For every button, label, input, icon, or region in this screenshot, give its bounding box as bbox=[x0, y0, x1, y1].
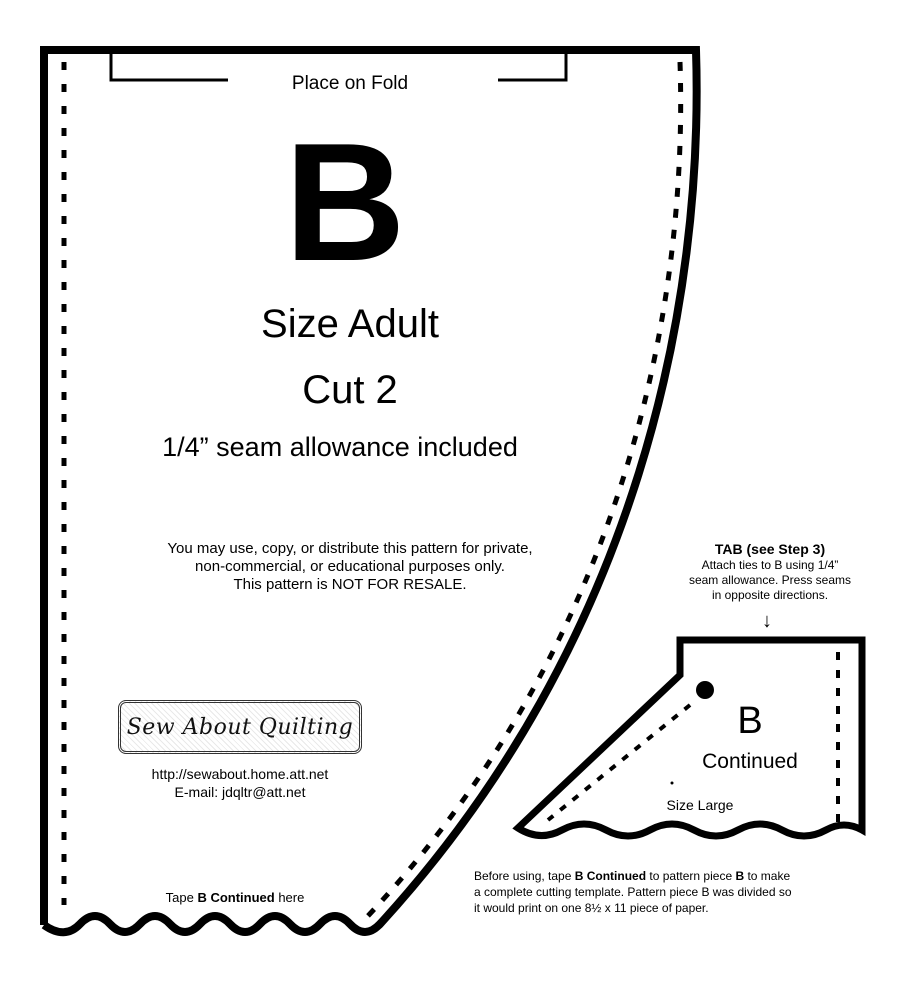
instructions-bold: B Continued bbox=[574, 869, 647, 883]
instructions-bold: B bbox=[735, 869, 745, 883]
email-address[interactable]: E-mail: jdqltr@att.net bbox=[174, 784, 306, 800]
instructions-line bbox=[474, 868, 884, 884]
license-notice bbox=[110, 540, 590, 594]
continued-size-label: Size Large bbox=[666, 797, 734, 813]
tab-description-line: seam allowance. Press seams bbox=[688, 573, 852, 587]
instructions-text: to pattern piece bbox=[646, 869, 736, 883]
tab-description bbox=[640, 558, 900, 603]
license-line: This pattern is NOT FOR RESALE. bbox=[233, 576, 467, 593]
piece-letter: B bbox=[284, 108, 404, 296]
tab-marker-dot bbox=[696, 681, 714, 699]
tab-description-line: in opposite directions. bbox=[711, 588, 829, 602]
assembly-instructions bbox=[474, 868, 884, 916]
continued-label: Continued bbox=[702, 750, 798, 773]
instructions-line: a complete cutting template. Pattern piece B was divided so bbox=[474, 885, 792, 899]
seam-allowance-note: 1/4” seam allowance included bbox=[162, 432, 518, 462]
continued-piece-letter: B bbox=[737, 700, 763, 742]
size-label: Size Adult bbox=[261, 302, 439, 346]
instructions-line: it would print on one 8½ x 11 piece of paper. bbox=[474, 901, 709, 915]
license-line: non-commercial, or educational purposes only. bbox=[195, 558, 505, 575]
arrow-down-icon: ↓ bbox=[762, 610, 772, 632]
tape-note-suffix: here bbox=[274, 890, 305, 905]
small-mark-dot bbox=[671, 782, 674, 785]
website-url[interactable]: http://sewabout.home.att.net bbox=[151, 766, 329, 782]
logo-text: Sew About Quilting bbox=[126, 714, 354, 740]
sew-about-quilting-logo bbox=[118, 700, 362, 754]
cut-count-label: Cut 2 bbox=[302, 368, 398, 412]
license-line: You may use, copy, or distribute this pattern for private, bbox=[167, 540, 533, 557]
fold-label: Place on Fold bbox=[291, 73, 409, 94]
tape-here-note bbox=[110, 890, 360, 905]
tab-title: TAB (see Step 3) bbox=[714, 541, 826, 557]
tape-note-prefix: Tape bbox=[165, 890, 198, 905]
instructions-text: Before using, tape bbox=[474, 869, 575, 883]
instructions-text: to make bbox=[744, 869, 791, 883]
tape-note-bold: B Continued bbox=[197, 890, 275, 905]
tab-description-line: Attach ties to B using 1/4” bbox=[701, 558, 839, 572]
